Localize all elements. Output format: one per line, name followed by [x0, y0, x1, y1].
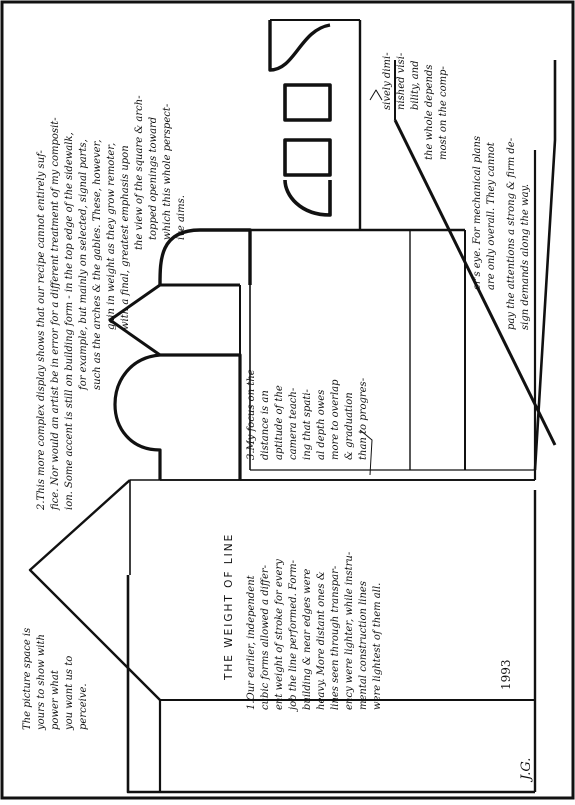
svg-text:bility, and: [410, 61, 421, 111]
note-1-line: mental construction lines: [358, 581, 369, 710]
page-title: THE WEIGHT OF LINE: [223, 532, 235, 680]
svg-text:sively dimi-: [382, 52, 393, 110]
front-gable: [30, 480, 160, 700]
svg-text:are only overall. They cannot: [486, 141, 497, 290]
far-arch-1: [270, 20, 330, 70]
svg-text:The picture space is: [22, 628, 33, 730]
svg-text:ion. Some accent is still on b: [64, 132, 75, 510]
note-continued-line: bility, and: [410, 60, 421, 110]
svg-text:ency were lighter, while instr: [344, 551, 355, 710]
year: 1993: [499, 659, 513, 690]
svg-text:fice. Nor would an artist be i: [50, 117, 61, 511]
note-2-line: ive aims.: [176, 195, 187, 240]
note-2-line: ion. Some accent is still on building form - in the top edge of the sidewalk,: [64, 132, 75, 510]
note-1-line: heavy. More distant ones &: [316, 571, 327, 710]
svg-text:building & near edges were: [302, 569, 313, 710]
svg-text:more to overlap: [330, 379, 341, 460]
note-1-line: building & near edges were: [302, 568, 313, 710]
note-continued-line: most on the comp-: [438, 66, 449, 160]
svg-text:most on the comp-: [438, 65, 449, 160]
note-2-line: topped openings toward: [148, 116, 159, 240]
svg-text:al depth owes: [316, 390, 327, 460]
note-3-line: more to overlap: [330, 379, 341, 460]
svg-text:mental construction lines: [358, 581, 369, 710]
note-3-line: al depth owes: [316, 389, 327, 460]
note-1-line: ent weight of stroke for every: [274, 559, 285, 710]
picture-space-line: perceive.: [78, 683, 89, 730]
svg-text:distance is an: [260, 390, 271, 460]
second-arch: [160, 230, 250, 285]
svg-text:1.Our earlier, independent: [246, 574, 257, 710]
note-1-line: were lightest of them all.: [372, 582, 383, 710]
note-2: [36, 95, 187, 511]
note-continued-line: pay the attentions a strong & firm de-: [506, 137, 517, 330]
svg-text:heavy. More distant ones &: [316, 571, 327, 710]
svg-text:perceive.: [78, 683, 89, 730]
svg-text:aptitude of the: [274, 385, 285, 460]
note-2-line: gain in weight as they grow remoter,: [106, 142, 117, 330]
note-1-line: cubic forms allowed a differ-: [260, 564, 271, 710]
note-3-line: than to progres-: [358, 377, 369, 460]
note-2-line: 2.This more complex display shows that our recipe cannot entirely suf-: [36, 150, 47, 510]
svg-text:job the line performed. Form-: [288, 559, 299, 712]
note-2-line: the view of the square & arch-: [134, 95, 145, 250]
svg-text:than to progres-: [358, 377, 369, 460]
svg-text:the whole depends: [424, 65, 435, 160]
svg-text:ent weight of stroke for every: [274, 559, 285, 710]
svg-text:2.This more complex display sh: [36, 150, 47, 511]
picture-space-line: The picture space is: [22, 627, 33, 730]
note-1-line: job the line performed. Form-: [288, 559, 299, 710]
note-1-line: ency were lighter, while instru-: [344, 551, 355, 710]
svg-text:such as the arches & the gable: [92, 140, 103, 390]
note-continued-line: nished visi-: [396, 52, 407, 110]
svg-text:pay the attentions a strong &: [506, 137, 517, 330]
note-2-line: which this whole perspect-: [162, 103, 173, 240]
note-continued-line: sign demands along the way.: [520, 183, 531, 330]
svg-text:lines seen through transpar-: [330, 565, 341, 710]
far-arch-2: [285, 180, 330, 215]
svg-text:ing that spati-: [302, 388, 313, 460]
svg-text:were lightest of them all.: [372, 583, 383, 710]
svg-text:you want us to: [64, 656, 75, 731]
note-continued-line: are only overall. They cannot: [486, 142, 497, 290]
note-3-line: 3.My focus on the: [246, 369, 257, 460]
note-3-line: distance is an: [260, 390, 271, 460]
rotated-text-layer: [22, 52, 534, 783]
svg-text:which this whole perspect-: [162, 103, 173, 240]
svg-text:sign demands along the way.: [520, 184, 531, 330]
note-continued-line: the whole depends: [424, 64, 435, 160]
note-continued: [382, 52, 531, 330]
note-2-line: such as the arches & the gables. These, however,: [92, 139, 103, 390]
note-1: [246, 551, 383, 712]
note-2-line: fice. Nor would an artist be in error for a different treatment of my composit-: [50, 117, 61, 510]
note-1-line: 1.Our earlier, independent: [246, 575, 257, 710]
svg-text:for example, but mainly on sel: [78, 139, 89, 391]
svg-text:topped openings toward: [148, 117, 159, 240]
svg-text:power what: [50, 669, 61, 730]
svg-text:ive aims.: [176, 195, 187, 240]
note-picture-space: [22, 628, 89, 731]
svg-text:nished visi-: [396, 52, 407, 110]
svg-text:cubic forms allowed a differ-: [260, 564, 271, 710]
svg-text:camera teach-: [288, 387, 299, 460]
svg-text:the view of the square & arch-: [134, 95, 145, 250]
svg-text:3.My focus on the: [246, 369, 257, 460]
picture-space-line: power what: [50, 670, 61, 730]
note-continued-line: er's eye. For mechanical plans: [472, 135, 483, 290]
svg-text:gain in weight as they grow re: [106, 143, 117, 330]
first-arch: [115, 355, 240, 480]
picture-space-line: you want us to: [64, 655, 75, 730]
note-3-line: & graduation: [344, 392, 355, 460]
note-3-line: ing that spati-: [302, 389, 313, 460]
svg-text:yours to show with: [36, 634, 47, 731]
svg-text:& graduation: [344, 392, 355, 460]
note-continued-line: sively dimi-: [382, 52, 393, 110]
far-opening-1: [285, 85, 330, 120]
svg-text:er's eye. For mechanical plans: [472, 136, 483, 290]
svg-text:with a final, greatest emphasi: [120, 145, 131, 330]
note-3-line: aptitude of the: [274, 385, 285, 460]
picture-space-line: yours to show with: [36, 634, 47, 730]
note-2-line: with a final, greatest emphasis upon: [120, 145, 131, 330]
signature: J.G.: [519, 757, 534, 780]
leader-line-2: [370, 90, 382, 100]
note-2-line: for example, but mainly on selected, signal parts,: [78, 139, 89, 390]
far-opening-2: [285, 140, 330, 175]
note-3-line: camera teach-: [288, 387, 299, 460]
note-1-line: lines seen through transpar-: [330, 565, 341, 710]
note-3: [246, 369, 369, 460]
